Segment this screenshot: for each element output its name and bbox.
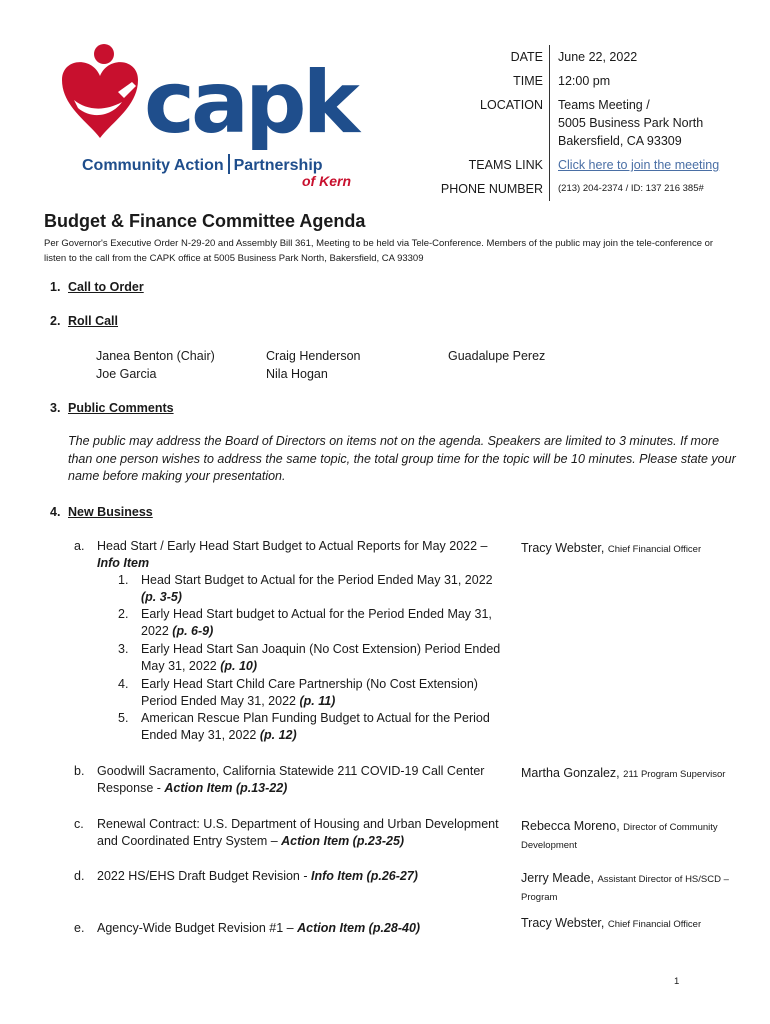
presenter-d (521, 870, 741, 906)
section-number: 1. (50, 280, 61, 294)
sub-item-text: Early Head Start budget to Actual for the Period Ended May 31, 2022 (141, 607, 492, 638)
member-name: Joe Garcia (96, 367, 157, 381)
roll-call-column-2 (266, 347, 361, 383)
sub-item-2 (118, 606, 508, 640)
sub-item-text: Head Start Budget to Actual for the Period Ended May 31, 2022 (141, 573, 493, 587)
sub-item-number: 4. (118, 677, 129, 691)
sub-item-3 (118, 641, 508, 675)
member-name: Nila Hogan (266, 367, 328, 381)
section-label: Roll Call (68, 314, 119, 328)
item-letter: c. (74, 817, 84, 831)
svg-text:capk: capk (144, 53, 356, 152)
sub-item-5 (118, 710, 508, 744)
location-line1: Teams Meeting / (558, 98, 650, 112)
date-row (440, 45, 740, 69)
presenter-c (521, 818, 741, 854)
section-number: 2. (50, 314, 61, 328)
sub-item-page: (p. 10) (220, 659, 258, 673)
teams-row (440, 153, 740, 177)
presenter-role: Director of Community Development (521, 822, 718, 851)
item-tag: Action Item (p.23-25) (281, 834, 405, 848)
presenter-e (521, 915, 741, 933)
item-text: 2022 HS/EHS Draft Budget Revision - (97, 869, 311, 883)
agenda-item-e (74, 920, 514, 937)
item-letter: e. (74, 921, 85, 935)
sub-item-page: (p. 12) (259, 728, 297, 742)
sub-item-page: (p. 11) (299, 694, 336, 708)
sub-item-number: 5. (118, 711, 129, 725)
presenter-name: Tracy Webster, (521, 916, 605, 930)
agenda-item-d (74, 868, 514, 885)
teams-label: TEAMS LINK (440, 153, 550, 177)
member-name: Craig Henderson (266, 349, 361, 363)
date-label: DATE (440, 45, 550, 69)
item-text: Head Start / Early Head Start Budget to Actual Reports for May 2022 – (97, 539, 488, 553)
member-name: Guadalupe Perez (448, 349, 546, 363)
item-text: Renewal Contract: U.S. Department of Housing and Urban Development and Coordinated Entry System – (97, 817, 499, 848)
phone-row (440, 177, 740, 201)
logo-divider (228, 154, 230, 174)
public-comments-text: The public may address the Board of Directors on items not on the agenda. Speakers are limited to 3 minutes. If more than one person wishes to address the same topic, the total group time for the topic will be 10 minutes. Please state your name before making your presentation. (68, 434, 736, 483)
page-title: Budget & Finance Committee Agenda (44, 211, 366, 231)
presenter-role: Chief Financial Officer (607, 544, 702, 555)
presenter-role: Chief Financial Officer (607, 919, 702, 930)
item-letter: d. (74, 869, 85, 883)
sub-item-text: Early Head Start Child Care Partnership (No Cost Extension) Period Ended May 31, 2022 (141, 677, 478, 708)
section-label: Public Comments (68, 401, 174, 415)
capk-logo (52, 40, 372, 190)
time-row (440, 69, 740, 93)
sub-item-number: 2. (118, 607, 129, 621)
phone-value: (213) 204-2374 / ID: 137 216 385# (558, 183, 704, 194)
section-public-comments (50, 401, 174, 415)
section-number: 4. (50, 505, 61, 519)
logo-text-line1 (82, 154, 323, 175)
sub-item-text: American Rescue Plan Funding Budget to Actual for the Period Ended May 31, 2022 (141, 711, 490, 742)
presenter-a (521, 540, 741, 558)
presenter-name: Jerry Meade, (521, 871, 594, 885)
intro-text: Per Governor's Executive Order N-29-20 and Assembly Bill 361, Meeting to be held via Tele-Conference. Members of the public may join the tele-conference or listen to the call from the CAPK office at 5005 Business Park North, Bakersfield, CA 93309 (44, 238, 714, 264)
section-new-business (50, 505, 153, 519)
logo-community-action: Community Action (82, 157, 224, 174)
presenter-name: Tracy Webster, (521, 541, 605, 555)
sub-item-number: 1. (118, 573, 129, 587)
time-label: TIME (440, 69, 550, 93)
roll-call-column-1 (96, 347, 215, 383)
logo-partnership: Partnership (233, 157, 323, 174)
section-call-to-order (50, 280, 144, 294)
phone-label: PHONE NUMBER (440, 177, 550, 201)
item-letter: b. (74, 764, 85, 778)
meeting-info (440, 45, 740, 201)
teams-meeting-link[interactable]: Click here to join the meeting (558, 158, 720, 172)
member-name: Janea Benton (Chair) (96, 349, 215, 363)
section-label: New Business (68, 505, 153, 519)
presenter-role: Assistant Director of HS/SCD – Program (521, 874, 729, 903)
item-tag: Info Item (97, 556, 150, 570)
presenter-role: 211 Program Supervisor (623, 769, 726, 780)
agenda-item-c (74, 816, 514, 850)
logo-of-kern: of Kern (302, 173, 351, 189)
item-tag: Info Item (p.26-27) (311, 869, 418, 883)
item-tag: Action Item (p.28-40) (297, 921, 421, 935)
item-letter: a. (74, 539, 85, 553)
sub-item-page: (p. 3-5) (141, 590, 182, 604)
page-number: 1 (674, 976, 680, 987)
section-roll-call (50, 314, 118, 328)
presenter-name: Rebecca Moreno, (521, 819, 620, 833)
location-row (440, 93, 740, 153)
date-value: June 22, 2022 (558, 50, 638, 64)
sub-item-page: (p. 6-9) (172, 624, 214, 638)
presenter-name: Martha Gonzalez, (521, 766, 620, 780)
sub-item-number: 3. (118, 642, 129, 656)
presenter-b (521, 765, 741, 783)
section-number: 3. (50, 401, 61, 415)
capk-logo-mark (52, 40, 372, 152)
item-tag: Action Item (p.13-22) (164, 781, 288, 795)
item-text: Goodwill Sacramento, California Statewide 211 COVID-19 Call Center Response - (97, 764, 485, 795)
item-text: Agency-Wide Budget Revision #1 – (97, 921, 298, 935)
location-value (550, 93, 703, 153)
time-value: 12:00 pm (558, 74, 611, 88)
sub-item-text: Early Head Start San Joaquin (No Cost Extension) Period Ended May 31, 2022 (141, 642, 501, 673)
sub-item-4 (118, 676, 508, 710)
agenda-item-a (74, 538, 514, 572)
agenda-item-b (74, 763, 514, 797)
location-label: LOCATION (440, 93, 550, 153)
section-label: Call to Order (68, 280, 144, 294)
sub-item-1 (118, 572, 508, 606)
roll-call-column-3 (448, 347, 545, 365)
location-line2: 5005 Business Park North (558, 116, 704, 130)
location-line3: Bakersfield, CA 93309 (558, 134, 682, 148)
